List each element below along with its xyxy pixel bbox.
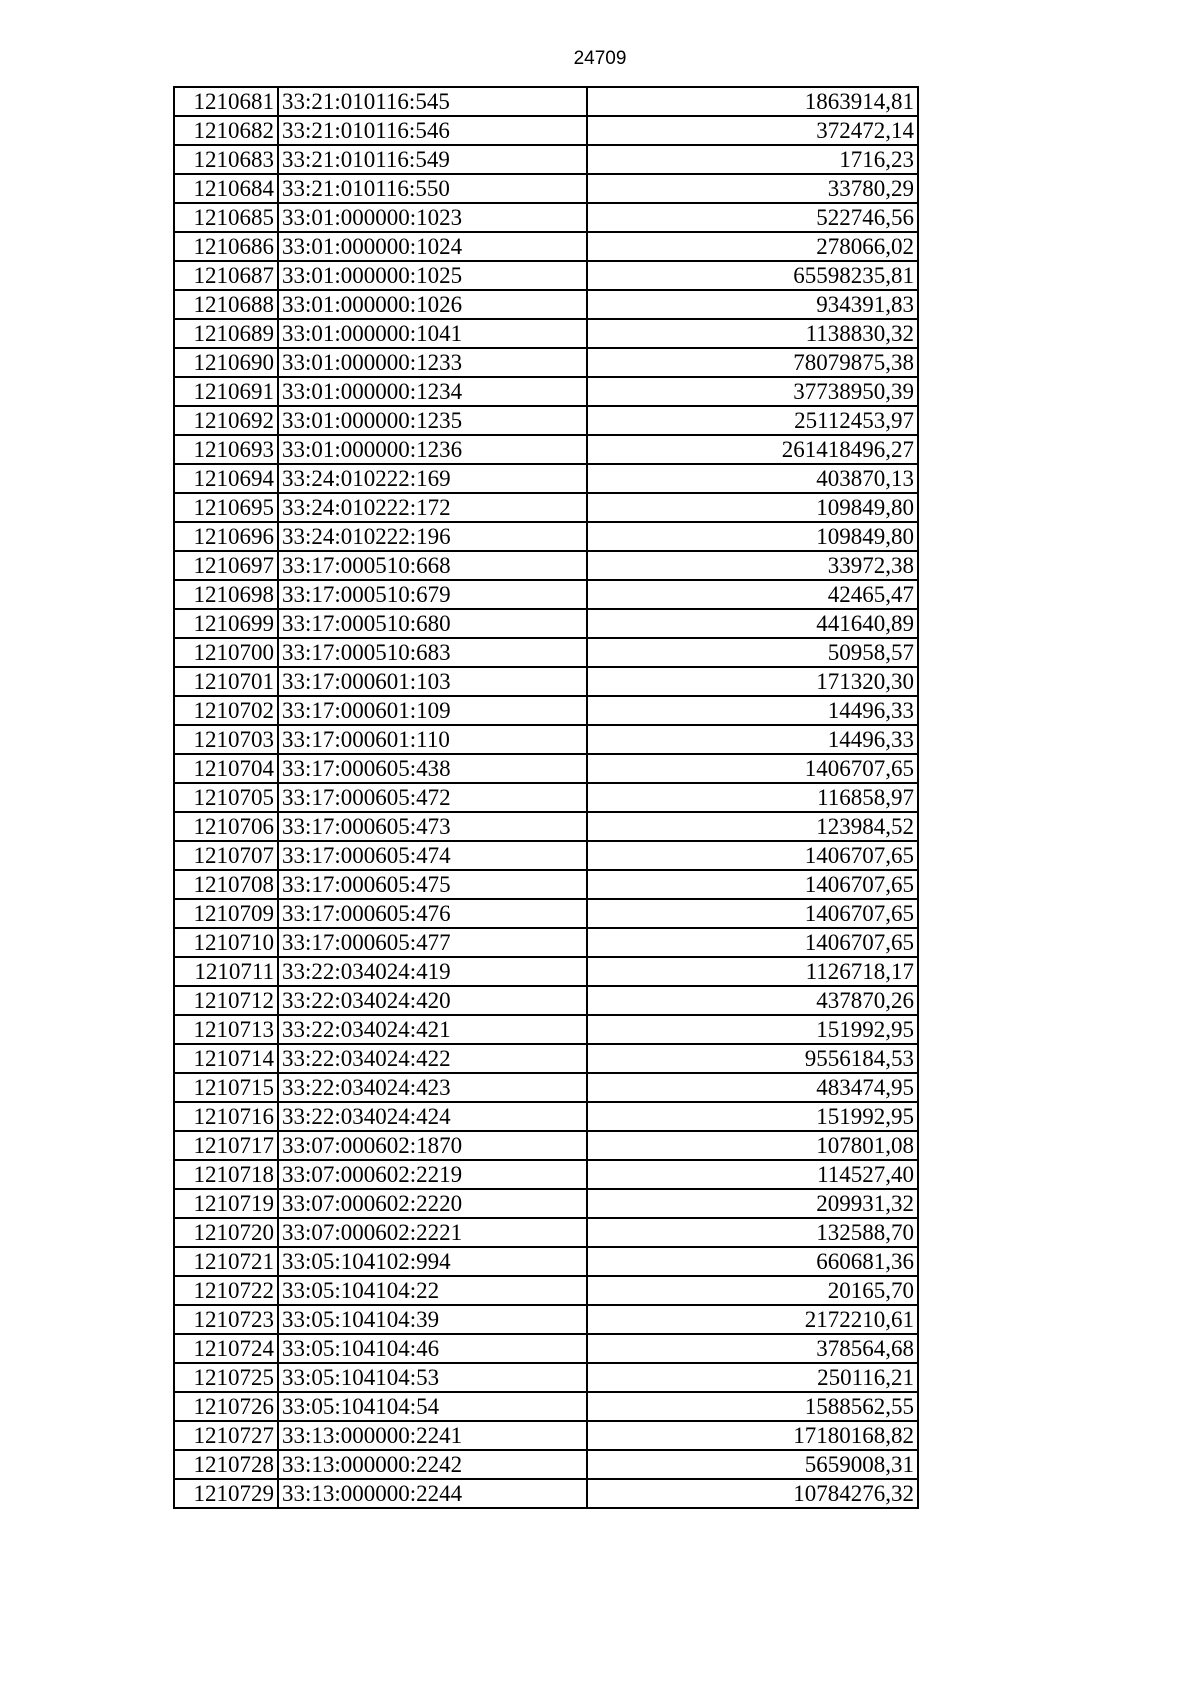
cadastral-number-cell: 33:05:104104:22 — [278, 1276, 587, 1305]
row-number-cell: 1210708 — [174, 870, 278, 899]
value-cell: 1138830,32 — [587, 319, 918, 348]
value-cell: 50958,57 — [587, 638, 918, 667]
table-row — [174, 87, 918, 116]
value-cell: 441640,89 — [587, 609, 918, 638]
cadastral-number-cell: 33:05:104104:54 — [278, 1392, 587, 1421]
table-row — [174, 1247, 918, 1276]
row-number-cell: 1210729 — [174, 1479, 278, 1508]
row-number-cell: 1210709 — [174, 899, 278, 928]
value-cell: 109849,80 — [587, 522, 918, 551]
value-cell: 1716,23 — [587, 145, 918, 174]
value-cell: 1406707,65 — [587, 754, 918, 783]
value-cell: 14496,33 — [587, 696, 918, 725]
value-cell: 372472,14 — [587, 116, 918, 145]
table-row — [174, 1421, 918, 1450]
value-cell: 278066,02 — [587, 232, 918, 261]
cadastral-number-cell: 33:17:000601:103 — [278, 667, 587, 696]
value-cell: 378564,68 — [587, 1334, 918, 1363]
value-cell: 403870,13 — [587, 464, 918, 493]
table-row — [174, 522, 918, 551]
row-number-cell: 1210716 — [174, 1102, 278, 1131]
row-number-cell: 1210726 — [174, 1392, 278, 1421]
value-cell: 42465,47 — [587, 580, 918, 609]
cadastral-number-cell: 33:07:000602:2219 — [278, 1160, 587, 1189]
table-row — [174, 609, 918, 638]
cadastral-number-cell: 33:01:000000:1235 — [278, 406, 587, 435]
cadastral-number-cell: 33:17:000601:109 — [278, 696, 587, 725]
row-number-cell: 1210690 — [174, 348, 278, 377]
row-number-cell: 1210697 — [174, 551, 278, 580]
cadastral-number-cell: 33:01:000000:1025 — [278, 261, 587, 290]
table-row — [174, 435, 918, 464]
value-cell: 132588,70 — [587, 1218, 918, 1247]
cadastral-number-cell: 33:21:010116:550 — [278, 174, 587, 203]
table-row — [174, 638, 918, 667]
row-number-cell: 1210715 — [174, 1073, 278, 1102]
table-row — [174, 696, 918, 725]
table-row — [174, 1276, 918, 1305]
value-cell: 123984,52 — [587, 812, 918, 841]
row-number-cell: 1210712 — [174, 986, 278, 1015]
table-row — [174, 319, 918, 348]
table-row — [174, 1131, 918, 1160]
row-number-cell: 1210687 — [174, 261, 278, 290]
value-cell: 25112453,97 — [587, 406, 918, 435]
row-number-cell: 1210703 — [174, 725, 278, 754]
cadastral-number-cell: 33:21:010116:546 — [278, 116, 587, 145]
cadastral-number-cell: 33:01:000000:1234 — [278, 377, 587, 406]
table-row — [174, 1218, 918, 1247]
value-cell: 151992,95 — [587, 1015, 918, 1044]
row-number-cell: 1210713 — [174, 1015, 278, 1044]
table-row — [174, 957, 918, 986]
cadastral-number-cell: 33:01:000000:1026 — [278, 290, 587, 319]
page-number: 24709 — [573, 48, 627, 69]
row-number-cell: 1210684 — [174, 174, 278, 203]
cadastral-number-cell: 33:17:000605:472 — [278, 783, 587, 812]
value-cell: 483474,95 — [587, 1073, 918, 1102]
value-cell: 33780,29 — [587, 174, 918, 203]
value-cell: 151992,95 — [587, 1102, 918, 1131]
row-number-cell: 1210717 — [174, 1131, 278, 1160]
table-row — [174, 406, 918, 435]
value-cell: 5659008,31 — [587, 1450, 918, 1479]
table-row — [174, 870, 918, 899]
cadastral-number-cell: 33:22:034024:422 — [278, 1044, 587, 1073]
cadastral-number-cell: 33:01:000000:1024 — [278, 232, 587, 261]
row-number-cell: 1210695 — [174, 493, 278, 522]
value-cell: 1863914,81 — [587, 87, 918, 116]
value-cell: 109849,80 — [587, 493, 918, 522]
cadastral-number-cell: 33:22:034024:419 — [278, 957, 587, 986]
cadastral-number-cell: 33:07:000602:1870 — [278, 1131, 587, 1160]
cadastral-number-cell: 33:24:010222:196 — [278, 522, 587, 551]
value-cell: 9556184,53 — [587, 1044, 918, 1073]
value-cell: 1406707,65 — [587, 841, 918, 870]
row-number-cell: 1210721 — [174, 1247, 278, 1276]
row-number-cell: 1210700 — [174, 638, 278, 667]
cadastral-number-cell: 33:13:000000:2241 — [278, 1421, 587, 1450]
table-row — [174, 493, 918, 522]
value-cell: 1406707,65 — [587, 899, 918, 928]
cadastral-number-cell: 33:22:034024:423 — [278, 1073, 587, 1102]
row-number-cell: 1210725 — [174, 1363, 278, 1392]
row-number-cell: 1210689 — [174, 319, 278, 348]
row-number-cell: 1210722 — [174, 1276, 278, 1305]
value-cell: 261418496,27 — [587, 435, 918, 464]
table-row — [174, 1073, 918, 1102]
table-row — [174, 1015, 918, 1044]
table-row — [174, 116, 918, 145]
table-row — [174, 348, 918, 377]
row-number-cell: 1210696 — [174, 522, 278, 551]
value-cell: 107801,08 — [587, 1131, 918, 1160]
value-cell: 660681,36 — [587, 1247, 918, 1276]
row-number-cell: 1210691 — [174, 377, 278, 406]
row-number-cell: 1210698 — [174, 580, 278, 609]
cadastral-number-cell: 33:17:000605:477 — [278, 928, 587, 957]
table-row — [174, 783, 918, 812]
value-cell: 1588562,55 — [587, 1392, 918, 1421]
cadastral-number-cell: 33:24:010222:172 — [278, 493, 587, 522]
value-cell: 114527,40 — [587, 1160, 918, 1189]
table-row — [174, 1334, 918, 1363]
table-row — [174, 1102, 918, 1131]
cadastral-number-cell: 33:17:000605:438 — [278, 754, 587, 783]
value-cell: 1406707,65 — [587, 928, 918, 957]
row-number-cell: 1210702 — [174, 696, 278, 725]
table-row — [174, 551, 918, 580]
table-row — [174, 464, 918, 493]
row-number-cell: 1210727 — [174, 1421, 278, 1450]
value-cell: 209931,32 — [587, 1189, 918, 1218]
cadastral-number-cell: 33:07:000602:2220 — [278, 1189, 587, 1218]
value-cell: 1126718,17 — [587, 957, 918, 986]
row-number-cell: 1210704 — [174, 754, 278, 783]
cadastral-number-cell: 33:01:000000:1041 — [278, 319, 587, 348]
table-row — [174, 1479, 918, 1508]
row-number-cell: 1210705 — [174, 783, 278, 812]
table-row — [174, 290, 918, 319]
cadastral-number-cell: 33:21:010116:545 — [278, 87, 587, 116]
table-row — [174, 928, 918, 957]
value-cell: 33972,38 — [587, 551, 918, 580]
cadastral-number-cell: 33:07:000602:2221 — [278, 1218, 587, 1247]
cadastral-number-cell: 33:17:000605:473 — [278, 812, 587, 841]
table-row — [174, 1044, 918, 1073]
table-row — [174, 725, 918, 754]
row-number-cell: 1210711 — [174, 957, 278, 986]
table-row — [174, 261, 918, 290]
row-number-cell: 1210682 — [174, 116, 278, 145]
table-row — [174, 899, 918, 928]
table-row — [174, 580, 918, 609]
cadastral-number-cell: 33:24:010222:169 — [278, 464, 587, 493]
cadastral-number-cell: 33:01:000000:1023 — [278, 203, 587, 232]
value-cell: 17180168,82 — [587, 1421, 918, 1450]
cadastral-number-cell: 33:05:104102:994 — [278, 1247, 587, 1276]
cadastral-number-cell: 33:17:000605:476 — [278, 899, 587, 928]
value-cell: 934391,83 — [587, 290, 918, 319]
row-number-cell: 1210720 — [174, 1218, 278, 1247]
row-number-cell: 1210692 — [174, 406, 278, 435]
row-number-cell: 1210701 — [174, 667, 278, 696]
cadastral-number-cell: 33:22:034024:421 — [278, 1015, 587, 1044]
table-row — [174, 174, 918, 203]
table-row — [174, 1160, 918, 1189]
cadastral-number-cell: 33:17:000605:475 — [278, 870, 587, 899]
value-cell: 10784276,32 — [587, 1479, 918, 1508]
value-cell: 522746,56 — [587, 203, 918, 232]
value-cell: 20165,70 — [587, 1276, 918, 1305]
value-cell: 1406707,65 — [587, 870, 918, 899]
row-number-cell: 1210724 — [174, 1334, 278, 1363]
table-row — [174, 1392, 918, 1421]
row-number-cell: 1210707 — [174, 841, 278, 870]
table-body — [174, 87, 918, 1508]
row-number-cell: 1210688 — [174, 290, 278, 319]
table-row — [174, 203, 918, 232]
table-row — [174, 1450, 918, 1479]
table-row — [174, 1189, 918, 1218]
cadastral-number-cell: 33:01:000000:1236 — [278, 435, 587, 464]
cadastral-number-cell: 33:05:104104:39 — [278, 1305, 587, 1334]
table-row — [174, 1363, 918, 1392]
table-row — [174, 841, 918, 870]
table-row — [174, 1305, 918, 1334]
value-cell: 65598235,81 — [587, 261, 918, 290]
value-cell: 14496,33 — [587, 725, 918, 754]
cadastral-number-cell: 33:05:104104:46 — [278, 1334, 587, 1363]
cadastral-number-cell: 33:13:000000:2242 — [278, 1450, 587, 1479]
value-cell: 171320,30 — [587, 667, 918, 696]
row-number-cell: 1210699 — [174, 609, 278, 638]
row-number-cell: 1210710 — [174, 928, 278, 957]
row-number-cell: 1210693 — [174, 435, 278, 464]
cadastral-number-cell: 33:13:000000:2244 — [278, 1479, 587, 1508]
table-row — [174, 377, 918, 406]
table-row — [174, 232, 918, 261]
cadastral-number-cell: 33:17:000510:683 — [278, 638, 587, 667]
row-number-cell: 1210683 — [174, 145, 278, 174]
cadastral-number-cell: 33:17:000510:680 — [278, 609, 587, 638]
value-cell: 250116,21 — [587, 1363, 918, 1392]
value-cell: 37738950,39 — [587, 377, 918, 406]
cadastral-number-cell: 33:17:000510:668 — [278, 551, 587, 580]
table-row — [174, 667, 918, 696]
cadastral-number-cell: 33:17:000510:679 — [278, 580, 587, 609]
cadastral-number-cell: 33:22:034024:420 — [278, 986, 587, 1015]
table-row — [174, 754, 918, 783]
row-number-cell: 1210718 — [174, 1160, 278, 1189]
row-number-cell: 1210723 — [174, 1305, 278, 1334]
row-number-cell: 1210719 — [174, 1189, 278, 1218]
cadastral-number-cell: 33:17:000605:474 — [278, 841, 587, 870]
table-row — [174, 145, 918, 174]
row-number-cell: 1210685 — [174, 203, 278, 232]
row-number-cell: 1210706 — [174, 812, 278, 841]
cadastral-number-cell: 33:01:000000:1233 — [278, 348, 587, 377]
cadastral-number-cell: 33:21:010116:549 — [278, 145, 587, 174]
table-row — [174, 812, 918, 841]
row-number-cell: 1210686 — [174, 232, 278, 261]
table-row — [174, 986, 918, 1015]
cadastral-number-cell: 33:17:000601:110 — [278, 725, 587, 754]
cadastral-value-table — [173, 86, 919, 1509]
value-cell: 437870,26 — [587, 986, 918, 1015]
value-cell: 116858,97 — [587, 783, 918, 812]
row-number-cell: 1210681 — [174, 87, 278, 116]
value-cell: 78079875,38 — [587, 348, 918, 377]
row-number-cell: 1210728 — [174, 1450, 278, 1479]
value-cell: 2172210,61 — [587, 1305, 918, 1334]
row-number-cell: 1210714 — [174, 1044, 278, 1073]
row-number-cell: 1210694 — [174, 464, 278, 493]
cadastral-number-cell: 33:22:034024:424 — [278, 1102, 587, 1131]
cadastral-number-cell: 33:05:104104:53 — [278, 1363, 587, 1392]
